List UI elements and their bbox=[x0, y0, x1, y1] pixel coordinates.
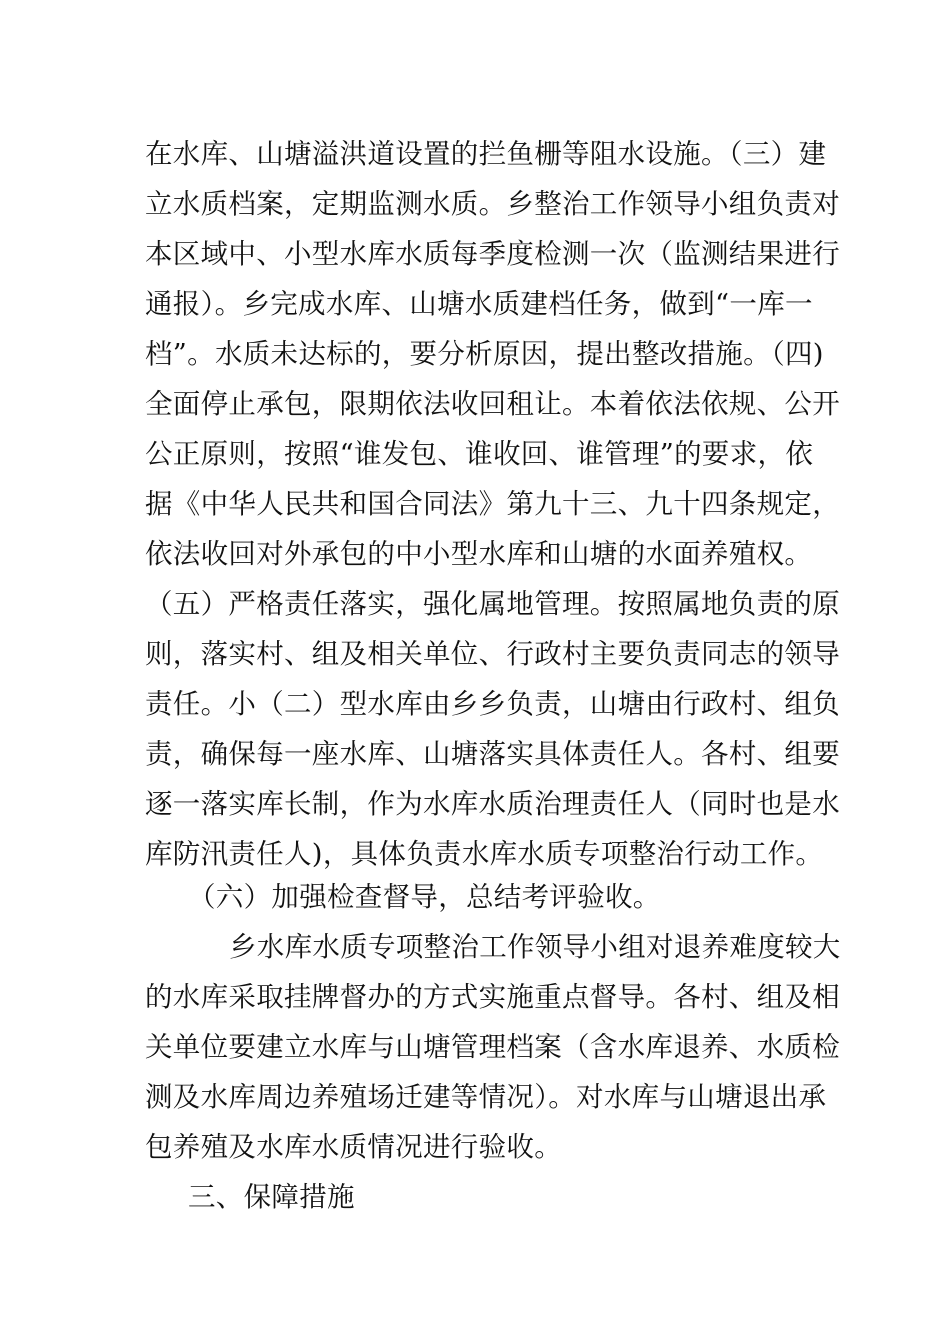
text-line: 通报）。乡完成水库、山塘水质建档任务，做到“一库一 bbox=[145, 288, 813, 320]
section-heading: 三、保障措施 bbox=[188, 1181, 355, 1213]
text-line: 逐一落实库长制，作为水库水质治理责任人（同时也是水 bbox=[145, 788, 840, 820]
text-line: 本区域中、小型水库水质每季度检测一次（监测结果进行 bbox=[145, 238, 840, 270]
text-line: 立水质档案，定期监测水质。乡整治工作领导小组负责对 bbox=[145, 188, 840, 220]
text-line: 关单位要建立水库与山塘管理档案（含水库退养、水质检 bbox=[145, 1031, 840, 1063]
text-line: 在水库、山塘溢洪道设置的拦鱼栅等阻水设施。（三）建 bbox=[145, 138, 827, 170]
text-line: 包养殖及水库水质情况进行验收。 bbox=[145, 1131, 562, 1163]
text-line: 全面停止承包，限期依法收回租让。本着依法依规、公开 bbox=[145, 388, 840, 420]
paragraph-first-line: 乡水库水质专项整治工作领导小组对退养难度较大 bbox=[229, 931, 841, 963]
text-line: 责，确保每一座水库、山塘落实具体责任人。各村、组要 bbox=[145, 738, 840, 770]
text-line: 公正原则，按照“谁发包、谁收回、谁管理”的要求，依 bbox=[145, 438, 814, 470]
text-line: 档”。水质未达标的，要分析原因，提出整改措施。（四) bbox=[145, 338, 824, 370]
text-line: 库防汛责任人)，具体负责水库水质专项整治行动工作。 bbox=[145, 838, 824, 870]
section-heading: （六）加强检查督导，总结考评验收。 bbox=[188, 881, 661, 913]
text-line: 的水库采取挂牌督办的方式实施重点督导。各村、组及相 bbox=[145, 981, 840, 1013]
text-line: 据《中华人民共和国合同法》第九十三、九十四条规定， bbox=[145, 488, 840, 520]
text-line: 依法收回对外承包的中小型水库和山塘的水面养殖权。 bbox=[145, 538, 813, 570]
text-line: 责任。小（二）型水库由乡乡负责，山塘由行政村、组负 bbox=[145, 688, 840, 720]
text-line: （五）严格责任落实，强化属地管理。按照属地负责的原 bbox=[145, 588, 840, 620]
text-line: 测及水库周边养殖场迁建等情况）。对水库与山塘退出承 bbox=[145, 1081, 827, 1113]
text-line: 则，落实村、组及相关单位、行政村主要负责同志的领导 bbox=[145, 638, 840, 670]
